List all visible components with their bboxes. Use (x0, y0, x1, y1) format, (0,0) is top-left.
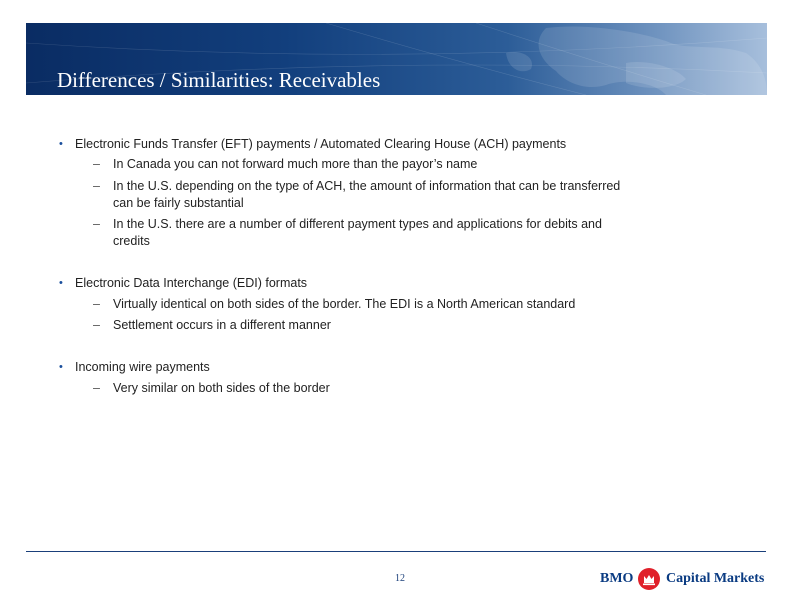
sub-bullet-text (113, 178, 698, 212)
dash-icon: – (93, 318, 100, 332)
dash-icon: – (93, 179, 100, 193)
sub-bullet-text (113, 216, 698, 250)
sub-bullet-text: Virtually identical on both sides of the border. The EDI is a North American standard (113, 297, 576, 311)
sub-bullet-line: can be fairly substantial (113, 196, 244, 210)
sub-bullet-text: Settlement occurs in a different manner (113, 318, 331, 332)
logo-bmo-text: BMO (600, 571, 634, 586)
sub-bullet-text: In Canada you can not forward much more than the payor’s name (113, 157, 478, 171)
sub-bullet-line: In the U.S. there are a number of different payment types and applications for debits and (113, 217, 602, 231)
bullet-icon: • (59, 361, 63, 373)
sub-bullet-line: credits (113, 234, 150, 248)
bullet-text: Electronic Data Interchange (EDI) formats (75, 276, 308, 290)
sub-bullet-text: Very similar on both sides of the border (113, 381, 330, 395)
dash-icon: – (93, 157, 100, 171)
logo-capital-markets-text: Capital Markets (666, 571, 765, 586)
bullet-icon: • (59, 277, 63, 289)
page-number: 12 (395, 573, 405, 584)
dash-icon: – (93, 297, 100, 311)
bullet-text: Incoming wire payments (75, 360, 210, 374)
bullet-text: Electronic Funds Transfer (EFT) payments / Automated Clearing House (ACH) payments (75, 137, 567, 151)
sub-bullet-line: In the U.S. depending on the type of ACH, the amount of information that can be transferred (113, 179, 621, 193)
dash-icon: – (93, 381, 100, 395)
footer-divider (26, 551, 766, 552)
bullet-icon: • (59, 138, 63, 150)
bmo-roundel-icon (638, 568, 660, 590)
page-title: Differences / Similarities: Receivables (57, 68, 381, 92)
dash-icon: – (93, 217, 100, 231)
